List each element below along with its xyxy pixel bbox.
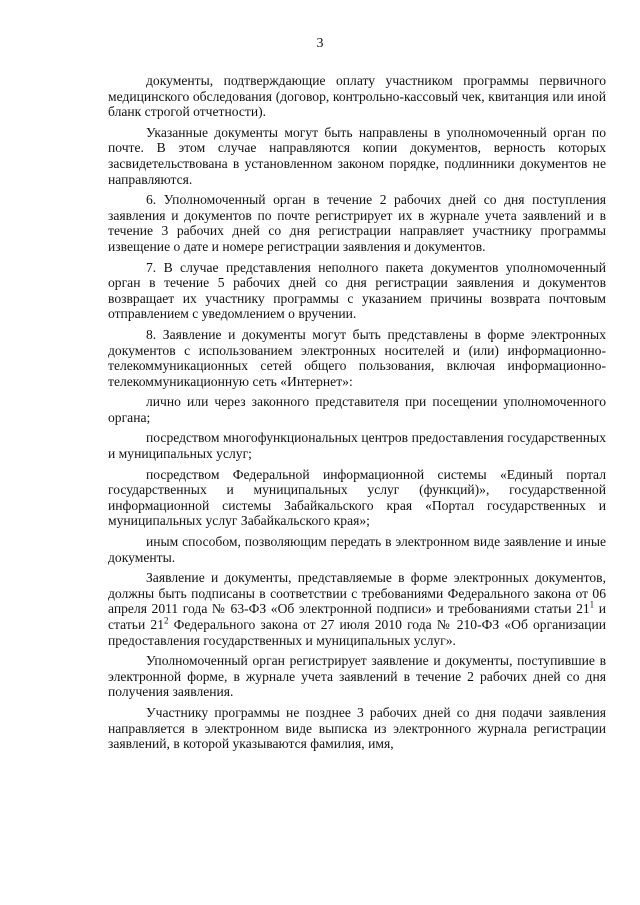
paragraph-electronic-signature-part1: Заявление и документы, представляемые в форме электронных документов, должны быть подписаны в соответствии с требованиями Федерального закона от 06 апреля 2011 года № 63-ФЗ «Об электронной подписи» и требованиями статьи 21 <box>108 570 606 617</box>
document-body <box>108 73 606 752</box>
superscript-1: 1 <box>589 599 595 610</box>
list-item-in-person: лично или через законного представителя при посещении уполномоченного органа; <box>108 394 606 425</box>
paragraph-item-7: 7. В случае представления неполного пакета документов уполномоченный орган в течение 5 рабочих дней со дня регистрации заявления и документов возвращает их участнику программы с указанием причины возврата почтовым отправлением с уведомлением о вручении. <box>108 259 606 322</box>
list-item-other: иным способом, позволяющим передать в электронном виде заявление и иные документы. <box>108 534 606 565</box>
paragraph-item-8: 8. Заявление и документы могут быть представлены в форме электронных документов с использованием электронных носителей и (или) информационно-телекоммуникационных сетей общего пользования, включая информационно-телекоммуникационную сеть «Интернет»: <box>108 326 606 389</box>
paragraph-electronic-signature-part2: и статьи 21 <box>108 601 606 632</box>
list-item-mfc: посредством многофункциональных центров предоставления государственных и муниципальных услуг; <box>108 430 606 462</box>
paragraph-electronic-registration: Уполномоченный орган регистрирует заявление и документы, поступившие в электронной форме, в журнале учета заявлений в течение 2 рабочих дней со дня получения заявления. <box>108 653 606 700</box>
list-item-portal: посредством Федеральной информационной системы «Единый портал государственных и муниципальных услуг (функций)», государственной информационной системы Забайкальского края «Портал государственных и муниципальных услуг Забайкальского края»; <box>108 466 606 529</box>
paragraph-item-6: 6. Уполномоченный орган в течение 2 рабочих дней со дня поступления заявления и документов по почте регистрирует их в журнале учета заявлений и в течение 3 рабочих дней со дня регистрации направляет участнику программы извещение о дате и номере регистрации заявления и документов. <box>108 192 606 254</box>
paragraph-electronic-signature <box>108 570 606 648</box>
superscript-2: 2 <box>164 615 169 626</box>
paragraph-documents-payment: документы, подтверждающие оплату участником программы первичного медицинского обследования (договор, контрольно-кассовый чек, квитанция или иной бланк строгой отчетности). <box>108 73 606 120</box>
paragraph-electronic-signature-part3: Федерального закона от 27 июля 2010 года № 210-ФЗ «Об организации предоставления государственных и муниципальных услуг». <box>108 617 606 648</box>
page-number: 3 <box>316 36 324 51</box>
paragraph-mail-submission: Указанные документы могут быть направлены в уполномоченный орган по почте. В этом случае направляются копии документов, верность которых засвидетельствована в установленном законом порядке, подлинники документов не направляются. <box>108 124 606 187</box>
paragraph-extract: Участнику программы не позднее 3 рабочих дней со дня подачи заявления направляется в электронном виде выписка из электронного журнала регистрации заявлений, в которой указываются фамилия, имя, <box>108 704 606 752</box>
